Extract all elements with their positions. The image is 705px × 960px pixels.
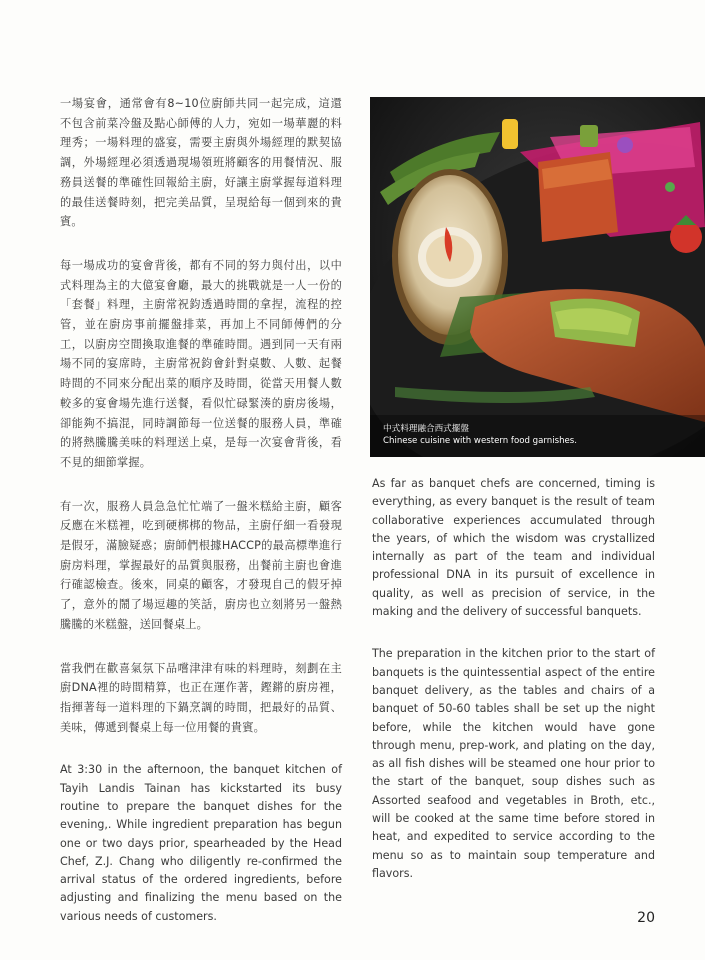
food-plate-illustration [370,97,705,457]
left-column [60,94,342,950]
caption-zh: 中式料理融合西式擺盤 [383,424,469,434]
photo-caption [383,424,577,447]
right-column [372,475,655,907]
en-paragraph-right-1: As far as banquet chefs are concerned, timing is everything, as every banquet is the result of team collaborative experiences accumulated through the years, of which the wisdom was crystallized internally as part of the team and individual professional DNA in its pursuit of excellence in quality, as well as precision of service, in the making and the delivery of successful banquets. [372,477,655,619]
zh-paragraph-3: 有一次，服務人員急急忙忙端了一盤米糕給主廚，顧客反應在米糕裡，吃到硬梆梆的物品，主廚仔細一看發現是假牙，滿臉疑惑；廚師們根據HACCP的最高標準進行廚房料理，掌握最好的品質與服務，出餐前主廚也會進行確認檢查。後來，同桌的顧客，才發現自己的假牙掉了，意外的鬧了場逗趣的笑話，廚房也立刻將另一盤熱騰騰的米糕盤，送回餐桌上。 [60,499,342,631]
page-number: 20 [637,910,655,926]
en-paragraph-right-2: The preparation in the kitchen prior to the start of banquets is the quintessential aspect of the entire banquet delivery, as the tables and chairs of a banquet of 50-60 tables shall be set up the night before, while the kitchen would have gone through menu, prep-work, and plating on the day, as all fish dishes will be steamed one hour prior to the start of the banquet, soup dishes such as Assorted seafood and vegetables in Broth, etc., will be cooked at the same time before stored in heat, and expedited to service according to the menu so as to maintain soup temperature and flavors. [372,647,655,880]
zh-paragraph-4: 當我們在歡喜氣氛下品嚐津津有味的料理時，刻劃在主廚DNA裡的時間精算，也正在運作著，鏗鏘的廚房裡，指揮著每一道料理的下鍋烹調的時間，把最好的品質、美味，傳遞到餐桌上每一位用餐的貴賓。 [60,661,342,734]
food-photo [370,97,705,457]
zh-paragraph-1: 一場宴會，通常會有8~10位廚師共同一起完成，這還不包含前菜冷盤及點心師傅的人力，宛如一場華麗的料理秀；一場料理的盛宴，需要主廚與外場經理的默契協調，外場經理必須透過現場領班將顧客的用餐情況、服務員送餐的準確性回報給主廚，好讓主廚掌握每道料理的最佳送餐時刻，把完美品質，呈現給每一個到來的貴賓。 [60,97,342,229]
zh-paragraph-2: 每一場成功的宴會背後，都有不同的努力與付出，以中式料理為主的大億宴會廳，最大的挑戰就是一人一份的「套餐」料理，主廚常祝鈞透過時間的拿捏，流程的控管，並在廚房事前擺盤排菜，再加上不同師傅們的分工，以廚房空間換取進餐的準確時間。遇到同一天有兩場不同的宴席時，主廚常祝鈞會針對桌數、人數、起餐時間的不同來分配出菜的順序及時間，從當天用餐人數較多的宴會場先進行送餐，看似忙碌緊湊的廚房後場，卻能夠不搞混，同時調節每一位送餐的服務人員，準確的將熱騰騰美味的料理送上桌，是每一次宴會背後，看不見的細節掌握。 [60,258,342,469]
en-paragraph-left-1: At 3:30 in the afternoon, the banquet kitchen of Tayih Landis Tainan has kickstarted its busy routine to prepare the banquet dishes for the evening,. While ingredient preparation has begun one or two days prior, spearheaded by the Head Chef, Z.J. Chang who diligently re-confirmed the arrival status of the ordered ingredients, before adjusting and finalizing the menu based on the various needs of customers. [60,763,342,923]
caption-en: Chinese cuisine with western food garnishes. [383,435,578,446]
